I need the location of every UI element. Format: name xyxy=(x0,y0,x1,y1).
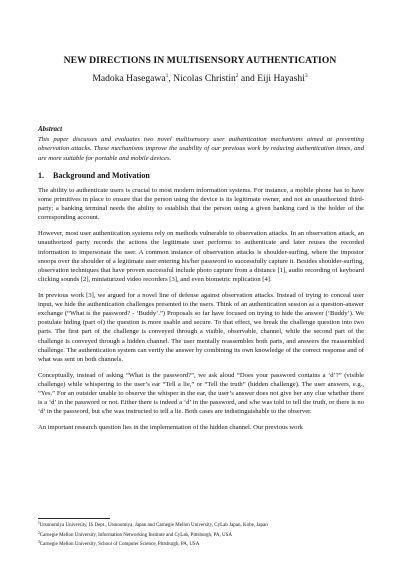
footnote-text: Utsunomiya University, IS Dept., Utsunomiya, Japan and Carnegie Mellon University, CyLab Japan, Kobe, Japan xyxy=(39,523,268,528)
author-separator: and xyxy=(238,73,258,84)
body-paragraph: An important research question lies in the implementation of the hidden channel. Our previous work xyxy=(38,423,303,431)
section-title: Background and Motivation xyxy=(53,171,150,180)
footnote-text: Carnegie Mellon University, School of Computer Science, Pittsburgh, PA, USA xyxy=(39,542,200,548)
footnote xyxy=(38,520,368,530)
footnote-text: Carnegie Mellon University, Information Networking Institute and CyLab, Pittsburgh, PA, USA xyxy=(39,532,232,538)
footnote-mark: 2 xyxy=(38,530,40,535)
footnote-mark: 1 xyxy=(38,521,40,525)
body-paragraph: The ability to authenticate users is crucial to most modern information systems. For instance, a mobile phone has to have some primitives in place to ensure that the person using the device is its legitimate owner, and not an unauthorized third-party; a banking terminal needs the ability to establish that the person using a given banking card is the holder of the corresponding account. xyxy=(38,187,364,222)
author-name: Madoka Hasegawa xyxy=(92,73,166,84)
footnotes xyxy=(38,520,368,549)
author-line xyxy=(0,73,400,84)
footnote-mark: 3 xyxy=(38,540,40,545)
footnote xyxy=(38,530,368,540)
body-paragraph: However, most user authentication systems rely on methods vulnerable to observation attacks. In an observation attack, an unauthorized party records the actions the legitimate user performs to authenticate and later reuses the recorded information to impersonate the user. A common instance of observation attacks is shoulder-surfing, where the impostor snoops over the shoulder of a legitimate user entering his/her password to successfully capture it. Besides shoulder-surfing, observation techniques that have proven successful include photo capture from a distance [1], audio recording of keyboard clicking sounds [2], miniaturized video recorders [3], and even biometric replication [4]. xyxy=(38,230,364,283)
section-number: 1. xyxy=(38,171,44,180)
author-name: Eiji Hayashi xyxy=(257,73,305,84)
body-paragraph: In previous work [3], we argued for a novel line of defense against observation attacks. Instead of trying to conceal user input, we hide the authentication challenges presented to the users. Think of an authentication session as a question-answer exchange (“What is the password? - ‘Buddy’.”) Proposals so far have focused on trying to hide the answer (‘Buddy’). We postulate hiding (part of) the question is more usable and secure. To that effect, we break the challenge question into two parts. The first part of the challenge is conveyed through a visible, observable, channel, while the second part of the challenge is conveyed through a hidden channel. The user mentally reassembles both parts, and answers the reassembled challenge. The authentication system can verify the answer by combining its own knowledge of the correct response and of what was sent on both channels. xyxy=(38,291,364,363)
body-text xyxy=(38,186,364,439)
author-separator: , xyxy=(168,73,174,84)
abstract-text: This paper discusses and evaluates two novel multisensory user authentication mechanisms aimed at preventing observation attacks. These mechanisms improve the usability of our previous work by reducing authentication times, and are more suitable for portable and mobile devices. xyxy=(38,136,364,162)
footnote xyxy=(38,539,368,549)
section-heading xyxy=(38,171,150,180)
abstract-heading: Abstract xyxy=(38,125,63,133)
body-paragraph: Conceptually, instead of asking “What is the password?”, we ask aloud “Does your password contains a ‘d’?” (visible challenge) while whispering to the user’s ear “Tell a lie,” or “Tell the truth” (hidden challenge). The user answers, e.g., “Yes.” For an outsider unable to observe the whisper in the ear, the user’s answer does not give her any clue whether there is a ‘d’ in the password or not. Either there is indeed a ‘d’ in the password, and s/he was told to tell the truth, or there is no ‘d’ in the password, but s/he was instructed to tell a lie. Both cases are indistinguishable to the observer. xyxy=(38,371,364,416)
author-name: Nicolas Christin xyxy=(173,73,236,84)
footnote-divider xyxy=(38,518,110,519)
author-affiliation-mark: 3 xyxy=(304,73,308,79)
author-affiliation-mark: 2 xyxy=(235,73,239,79)
author-affiliation-mark: 1 xyxy=(165,73,169,79)
paper-title: NEW DIRECTIONS IN MULTISENSORY AUTHENTICATION xyxy=(63,55,337,66)
